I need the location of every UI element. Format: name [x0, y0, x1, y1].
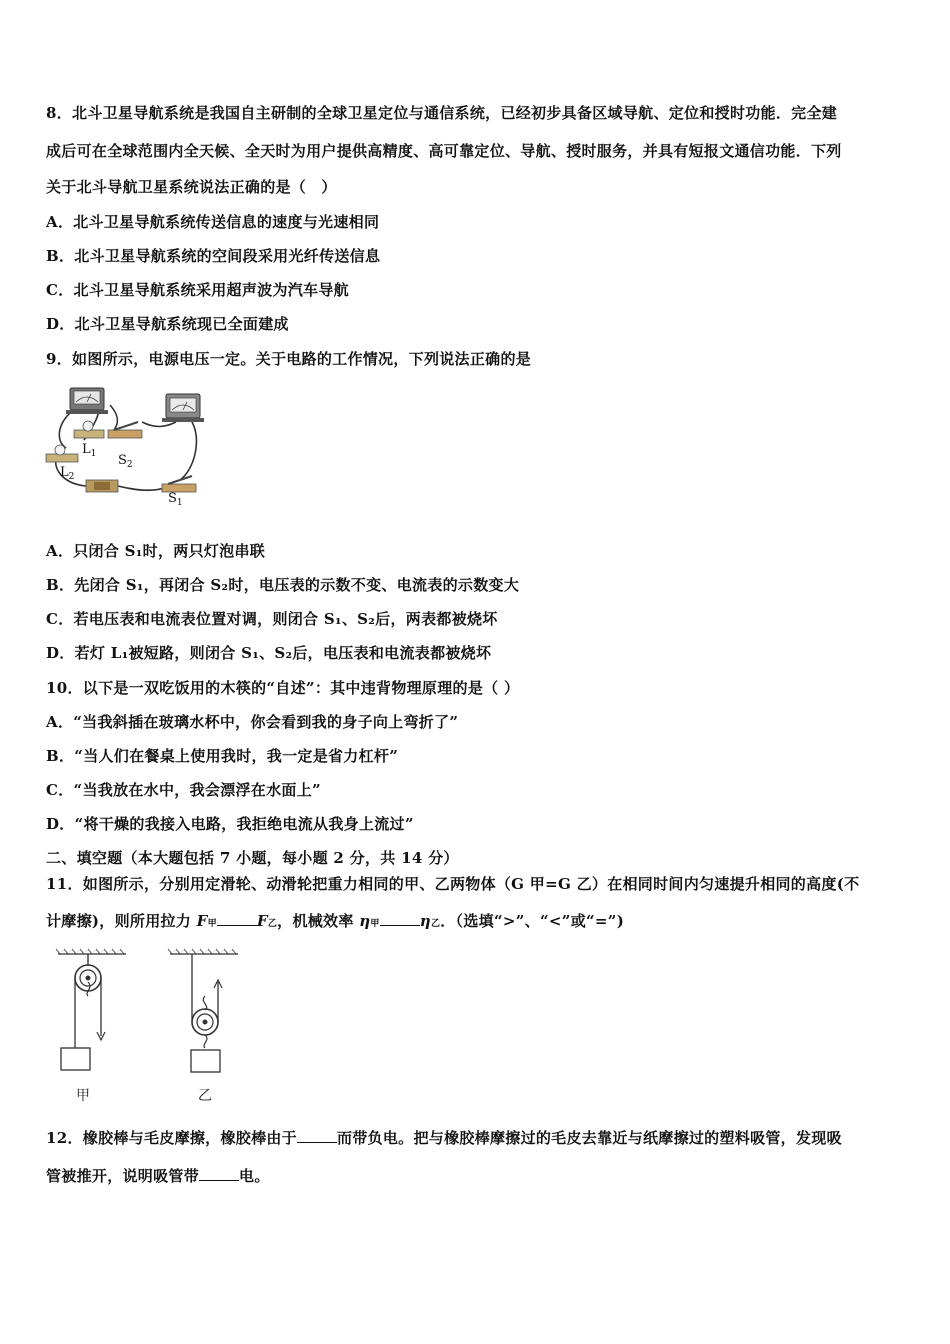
- q10-stem: 10．以下是一双吃饭用的木筷的“自述”：其中违背物理原理的是（ ）: [46, 679, 520, 697]
- q10-option-d: D．“将干燥的我接入电路，我拒绝电流从我身上流过”: [46, 815, 414, 833]
- switch-s1-icon: [162, 476, 196, 492]
- pulley-figure: [50, 948, 250, 1108]
- ammeter-icon: [162, 394, 204, 422]
- q8-option-c: C．北斗卫星导航系统采用超声波为汽车导航: [46, 281, 349, 299]
- q9-option-a: A．只闭合 S₁时，两只灯泡串联: [46, 542, 266, 560]
- label-s1: $S_1$: [168, 491, 183, 508]
- q10-option-c: C．“当我放在水中，我会漂浮在水面上”: [46, 781, 321, 799]
- label-jia: 甲: [76, 1088, 90, 1104]
- q11-line-2: [46, 910, 624, 931]
- q9-option-b: B．先闭合 S₁，再闭合 S₂时，电压表的示数不变、电流表的示数变大: [46, 576, 520, 594]
- q11-text-c: ．（选填“>”、“<”或“=”): [440, 912, 625, 930]
- q12-text-b: 而带负电。把与橡胶棒摩擦过的毛皮去靠近与纸摩擦过的塑料吸管，发现吸: [336, 1129, 842, 1147]
- q8-option-b: B．北斗卫星导航系统的空间段采用光纤传送信息: [46, 247, 381, 265]
- lamp-l2-icon: [46, 445, 78, 462]
- battery-icon: [86, 480, 118, 492]
- label-l2: $L_2$: [60, 465, 75, 482]
- q11-text-a: 计摩擦)，则所用拉力: [46, 912, 197, 930]
- q10-option-a: A．“当我斜插在玻璃水杯中，你会看到我的身子向上弯折了”: [46, 713, 459, 731]
- q9-option-c: C．若电压表和电流表位置对调，则闭合 S₁、S₂后，两表都被烧坏: [46, 610, 498, 628]
- sub-jia-2: 甲: [370, 919, 380, 929]
- symbol-f: F: [196, 912, 208, 930]
- symbol-eta: η: [359, 912, 371, 930]
- q8-stem-line-2: 成后可在全球范围内全天候、全天时为用户提供高精度、高可靠定位、导航、授时服务，并具有短报文通信功能．下列: [46, 142, 842, 160]
- q8-option-a: A．北斗卫星导航系统传送信息的速度与光速相同: [46, 213, 380, 231]
- q10-option-b: B．“当人们在餐桌上使用我时，我一定是省力杠杆”: [46, 747, 399, 765]
- q12-text-a: 12．橡胶棒与毛皮摩擦，橡胶棒由于: [46, 1129, 297, 1147]
- label-yi: 乙: [198, 1088, 212, 1104]
- q11-text-b: ，机械效率: [277, 912, 360, 930]
- symbol-f-2: F: [256, 912, 268, 930]
- switch-s2-icon: [108, 422, 142, 438]
- q12-text-d: 电。: [239, 1167, 270, 1185]
- answer-blank-force[interactable]: [217, 911, 257, 926]
- q12-line-1: [46, 1127, 842, 1148]
- q8-option-d: D．北斗卫星导航系统现已全面建成: [46, 315, 289, 333]
- symbol-eta-2: η: [419, 912, 431, 930]
- lamp-l1-icon: [74, 421, 104, 438]
- label-l1: $L_1$: [82, 442, 97, 459]
- section-title: 二、填空题（本大题包括 7 小题，每小题 2 分，共 14 分）: [46, 849, 459, 867]
- q9-option-d: D．若灯 L₁被短路，则闭合 S₁、S₂后，电压表和电流表都被烧坏: [46, 644, 492, 662]
- sub-jia: 甲: [207, 919, 217, 929]
- label-s2: $S_2$: [118, 453, 133, 470]
- movable-pulley-icon: [191, 954, 222, 1072]
- answer-blank-reason[interactable]: [297, 1128, 337, 1143]
- q9-stem: 9．如图所示，电源电压一定。关于电路的工作情况，下列说法正确的是: [46, 350, 532, 368]
- sub-yi: 乙: [267, 919, 278, 929]
- q11-line-1: 11．如图所示，分别用定滑轮、动滑轮把重力相同的甲、乙两物体（G 甲=G 乙）在相同时间内匀速提升相同的高度(不: [46, 875, 860, 893]
- sub-yi-2: 乙: [430, 919, 441, 929]
- answer-blank-charge[interactable]: [199, 1166, 239, 1181]
- voltmeter-icon: [66, 388, 108, 414]
- circuit-figure: [44, 380, 214, 510]
- q8-stem-line-1: 8．北斗卫星导航系统是我国自主研制的全球卫星定位与通信系统，已经初步具备区域导航、定位和授时功能．完全建: [46, 104, 838, 122]
- answer-blank-efficiency[interactable]: [380, 911, 420, 926]
- fixed-pulley-icon: [61, 954, 105, 1070]
- q12-text-c: 管被推开，说明吸管带: [46, 1167, 200, 1185]
- q8-stem-line-3: 关于北斗导航卫星系统说法正确的是（ ）: [46, 178, 337, 196]
- q12-line-2: [46, 1165, 270, 1186]
